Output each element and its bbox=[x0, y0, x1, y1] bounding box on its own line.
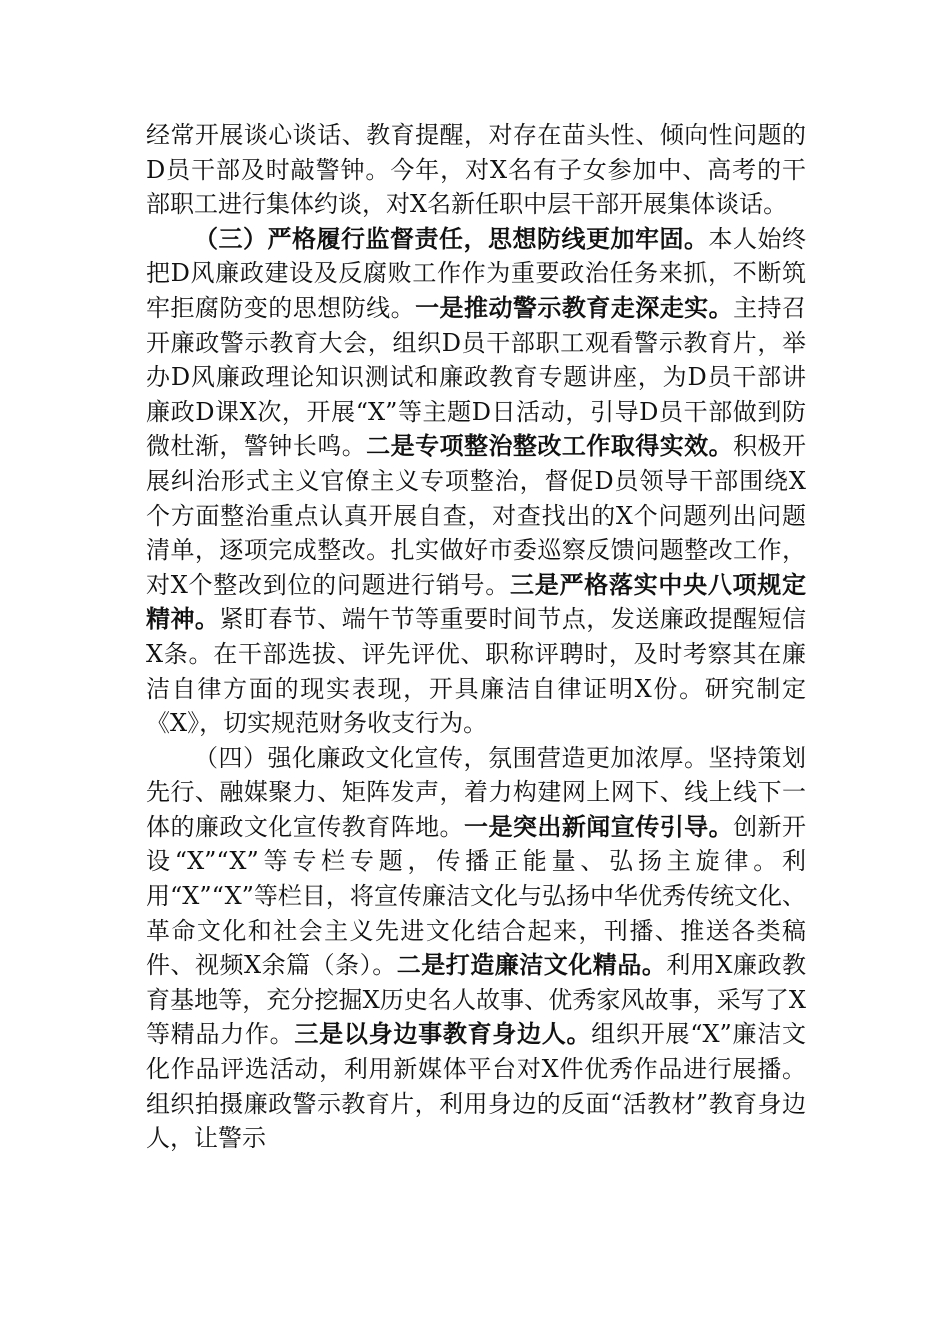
point-heading-3: 三是以身边事教育身边人。 bbox=[294, 1019, 592, 1049]
section-heading-4: （四）强化廉政文化宣传，氛围营造更加浓厚。坚持策划先行、融媒聚力、矩阵发声，着力构建网上网下、线上线下一体的廉政文化宣传教育阵地。 bbox=[146, 743, 806, 841]
point-heading-1: 一是突出新闻宣传引导。 bbox=[464, 811, 734, 841]
point-heading-3: 三是严格落实中央八项规定精神。 bbox=[146, 569, 806, 634]
text-segment: 创新开设“X”“X”等专栏专题，传播正能量、弘扬主旋律。利用“X”“X”等栏目，将宣传廉洁文化与弘扬中华优秀传统文化、革命文化和社会主义先进文化结合起来，刊播、推送各类稿件、视频X余篇（条）。 bbox=[146, 812, 807, 980]
point-heading-2: 二是打造廉洁文化精品。 bbox=[396, 950, 667, 980]
text-segment: 主持召开廉政警示教育大会，组织D员干部职工观看警示教育片，举办D风廉政理论知识测试和廉政教育专题讲座，为D员干部讲廉政D课X次，开展“X”等主题D日活动，引导D员干部做到防微杜渐，警钟长鸣。 bbox=[146, 293, 807, 461]
text-segment: 组织开展“X”廉洁文化作品评选活动，利用新媒体平台对X件优秀作品进行展播。组织拍摄廉政警示教育片，利用身边的反面“活教材”教育身边人，让警示 bbox=[146, 1020, 807, 1153]
text-segment: 本人始终把D风廉政建设及反腐败工作作为重要政治任务来抓，不断筑牢拒腐防变的思想防线。 bbox=[146, 224, 806, 322]
text-segment: 利用X廉政教育基地等，充分挖掘X历史名人故事、优秀家风故事，采写了X等精品力作。 bbox=[146, 951, 807, 1049]
text-segment: 经常开展谈心谈话、教育提醒，对存在苗头性、倾向性问题的D员干部及时敲警钟。今年，对X名有子女参加中、高考的干部职工进行集体约谈，对X名新任职中层干部开展集体谈话。 bbox=[146, 121, 806, 219]
text-segment: 紧盯春节、端午节等重要时间节点，发送廉政提醒短信X条。在干部选拔、评先评优、职称评聘时，及时考察其在廉洁自律方面的现实表现，开具廉洁自律证明X份。研究制定《X》，切实规范财务收支行为。 bbox=[146, 605, 807, 738]
paragraph-supervision bbox=[146, 222, 806, 741]
document-body bbox=[146, 118, 806, 1156]
point-heading-1: 一是推动警示教育走深走实。 bbox=[415, 292, 734, 322]
paragraph-culture bbox=[146, 741, 806, 1156]
text-segment: 积极开展纠治形式主义官僚主义专项整治，督促D员领导干部围绕X个方面整治重点认真开展自查，对查找出的X个问题列出问题清单，逐项完成整改。扎实做好市委巡察反馈问题整改工作，对X个整改到位的问题进行销号。 bbox=[146, 432, 807, 599]
section-heading-3: （三）严格履行监督责任，思想防线更加牢固。 bbox=[194, 223, 709, 253]
point-heading-2: 二是专项整治整改工作取得实效。 bbox=[366, 431, 734, 461]
paragraph-talks bbox=[146, 118, 806, 222]
